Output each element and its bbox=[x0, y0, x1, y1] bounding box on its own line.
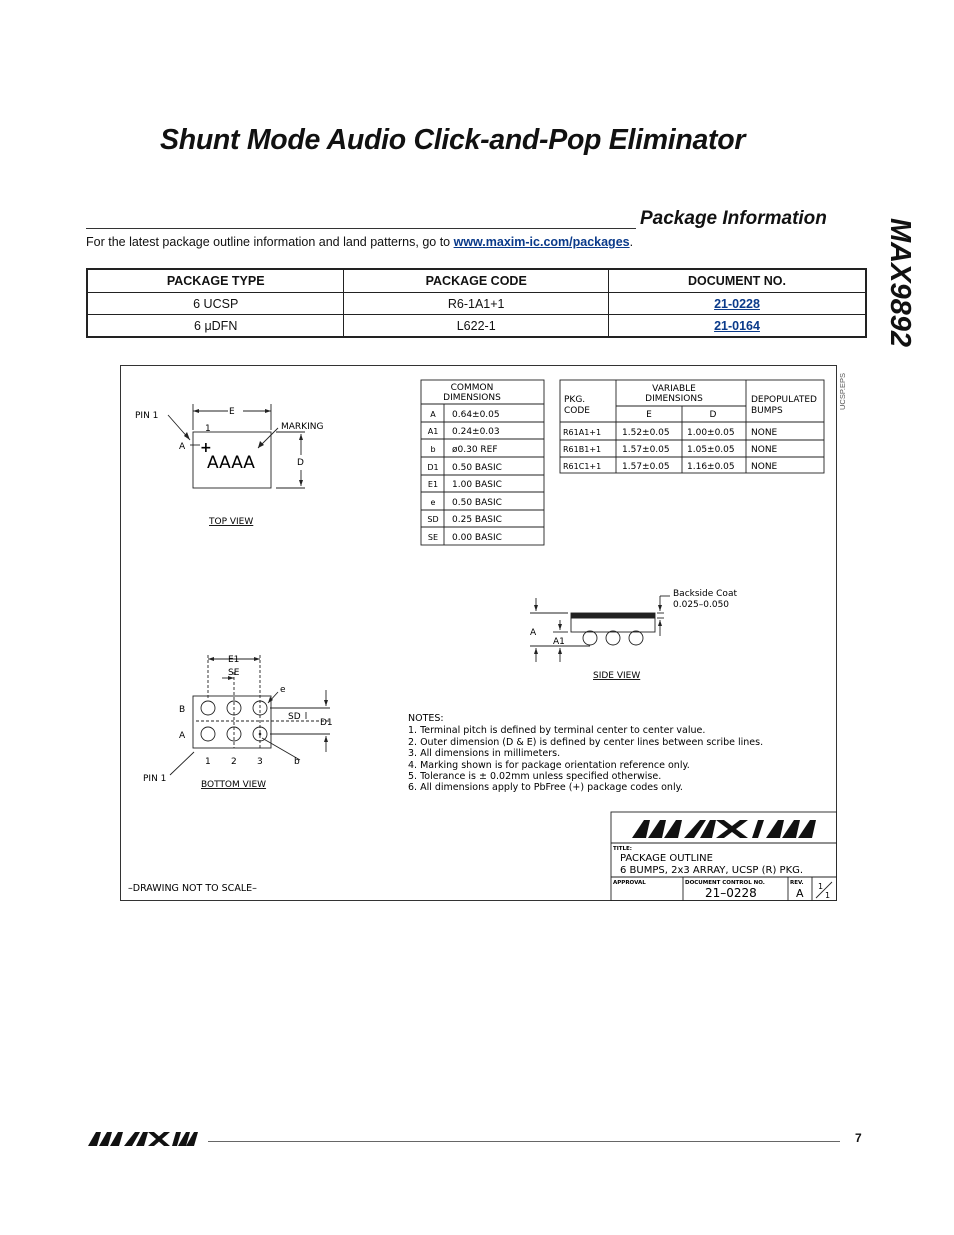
doc-control-number: 21–0228 bbox=[705, 886, 757, 900]
page-number: 7 bbox=[855, 1131, 862, 1145]
eps-label: UCSP.EPS bbox=[838, 373, 847, 410]
col-1-label: 1 bbox=[205, 757, 211, 767]
svg-text:R61B1+1: R61B1+1 bbox=[563, 445, 602, 454]
svg-text:b: b bbox=[430, 445, 436, 454]
backside-coat bbox=[571, 613, 655, 618]
bump-b1 bbox=[201, 701, 215, 715]
bottom-d1-label: D1 bbox=[320, 718, 333, 728]
svg-text:1.00±0.05: 1.00±0.05 bbox=[687, 428, 735, 438]
variable-d-header: D bbox=[709, 410, 717, 420]
document-link[interactable]: 21-0164 bbox=[714, 318, 760, 333]
rev-value: A bbox=[796, 887, 804, 900]
svg-text:NONE: NONE bbox=[751, 428, 778, 438]
svg-text:0.00 BASIC: 0.00 BASIC bbox=[452, 533, 502, 543]
col-2-label: 2 bbox=[231, 757, 237, 767]
common-dims-row bbox=[428, 480, 502, 490]
svg-text:A1: A1 bbox=[427, 427, 439, 436]
notes-heading: NOTES: bbox=[408, 713, 444, 724]
intro-text: For the latest package outline information and land patterns, go to www.maxim-ic.com/packages. bbox=[86, 235, 634, 249]
solder-bump bbox=[583, 631, 597, 645]
coat-range-label: 0.025–0.050 bbox=[673, 600, 730, 610]
backside-coat-label: Backside Coat bbox=[673, 589, 737, 599]
note-item: 3. All dimensions in millimeters. bbox=[408, 748, 561, 759]
package-type: 6 μDFN bbox=[87, 315, 344, 338]
row-a-label: A bbox=[179, 731, 186, 741]
maxim-logo bbox=[632, 820, 816, 838]
svg-text:0.50 BASIC: 0.50 BASIC bbox=[452, 498, 502, 508]
package-table bbox=[86, 268, 867, 338]
pin1-plus-marker: + bbox=[200, 440, 212, 456]
svg-text:0.24±0.03: 0.24±0.03 bbox=[452, 427, 500, 437]
bump-a1 bbox=[201, 727, 215, 741]
svg-text:1.52±0.05: 1.52±0.05 bbox=[622, 428, 670, 438]
bottom-sd-label: SD bbox=[288, 712, 301, 722]
side-a1-label: A1 bbox=[553, 637, 565, 647]
title-label: TITLE: bbox=[613, 846, 633, 852]
package-code: R6-1A1+1 bbox=[344, 293, 609, 315]
common-dims-row bbox=[428, 427, 500, 437]
not-to-scale-note: –DRAWING NOT TO SCALE– bbox=[128, 883, 257, 894]
solder-bump bbox=[629, 631, 643, 645]
depop-header: BUMPS bbox=[751, 406, 783, 416]
packages-link[interactable]: www.maxim-ic.com/packages bbox=[453, 235, 630, 249]
common-dims-header: DIMENSIONS bbox=[443, 393, 501, 403]
part-number-side: MAX9892 bbox=[884, 218, 916, 347]
note-item: 2. Outer dimension (D & E) is defined by center lines between scribe lines. bbox=[408, 737, 764, 748]
svg-text:1.16±0.05: 1.16±0.05 bbox=[687, 462, 735, 472]
variable-e-header: E bbox=[646, 410, 652, 420]
footer-maxim-logo bbox=[88, 1131, 200, 1147]
variable-dims-header: VARIABLE bbox=[652, 384, 696, 394]
svg-text:1.05±0.05: 1.05±0.05 bbox=[687, 445, 735, 455]
note-item: 6. All dimensions apply to PbFree (+) package codes only. bbox=[408, 782, 683, 793]
side-a-label: A bbox=[530, 628, 537, 638]
col-3-label: 3 bbox=[257, 757, 263, 767]
note-item: 5. Tolerance is ± 0.02mm unless specified otherwise. bbox=[408, 771, 662, 782]
svg-text:ø0.30 REF: ø0.30 REF bbox=[452, 445, 498, 455]
bottom-pin1-label: PIN 1 bbox=[143, 774, 167, 784]
svg-text:D1: D1 bbox=[427, 463, 439, 472]
pkg-code-header: PKG. bbox=[564, 395, 586, 405]
note-item: 1. Terminal pitch is defined by terminal center to center value. bbox=[408, 725, 706, 736]
svg-text:R61A1+1: R61A1+1 bbox=[563, 428, 602, 437]
section-rule bbox=[86, 228, 636, 229]
note-item: 4. Marking shown is for package orientation reference only. bbox=[408, 760, 690, 771]
svg-text:NONE: NONE bbox=[751, 462, 778, 472]
package-code: L622-1 bbox=[344, 315, 609, 338]
common-dims-row bbox=[431, 498, 502, 508]
col-header-type: PACKAGE TYPE bbox=[87, 269, 344, 293]
sheet-top: 1 bbox=[818, 882, 824, 891]
table-row bbox=[87, 293, 866, 315]
svg-text:E1: E1 bbox=[427, 480, 439, 489]
svg-text:0.25 BASIC: 0.25 BASIC bbox=[452, 515, 502, 525]
side-view-caption: SIDE VIEW bbox=[593, 671, 641, 681]
approval-label: APPROVAL bbox=[613, 880, 646, 886]
bottom-e1-label: E1 bbox=[228, 655, 240, 665]
common-dims-row bbox=[430, 445, 497, 455]
solder-bump bbox=[606, 631, 620, 645]
variable-dims-header: DIMENSIONS bbox=[645, 394, 703, 404]
top-e-label: E bbox=[229, 407, 235, 417]
pin1-label: PIN 1 bbox=[135, 411, 159, 421]
svg-text:0.50 BASIC: 0.50 BASIC bbox=[452, 463, 502, 473]
svg-text:NONE: NONE bbox=[751, 445, 778, 455]
svg-text:1.00 BASIC: 1.00 BASIC bbox=[452, 480, 502, 490]
side-view-die bbox=[571, 618, 655, 632]
svg-text:e: e bbox=[430, 498, 436, 507]
bottom-view-caption: BOTTOM VIEW bbox=[201, 780, 267, 790]
svg-text:SE: SE bbox=[427, 533, 439, 542]
drawing-svg bbox=[120, 365, 837, 901]
doc-control-label: DOCUMENT CONTROL NO. bbox=[685, 880, 765, 886]
bump-b-label: b bbox=[294, 757, 300, 767]
variable-dims-row bbox=[563, 462, 778, 472]
top-one-label: 1 bbox=[205, 424, 211, 434]
common-dims-row bbox=[430, 410, 499, 420]
document-link[interactable]: 21-0228 bbox=[714, 296, 760, 311]
col-header-code: PACKAGE CODE bbox=[344, 269, 609, 293]
depop-header: DEPOPULATED bbox=[751, 395, 817, 405]
sheet-bottom: 1 bbox=[825, 891, 831, 900]
svg-text:A: A bbox=[430, 410, 436, 419]
top-view-caption: TOP VIEW bbox=[209, 517, 254, 527]
svg-text:1.57±0.05: 1.57±0.05 bbox=[622, 462, 670, 472]
page-title: Shunt Mode Audio Click-and-Pop Eliminator bbox=[160, 124, 746, 156]
common-dims-row bbox=[427, 515, 502, 525]
section-title: Package Information bbox=[640, 208, 827, 229]
variable-dims-row bbox=[563, 445, 778, 455]
marking-text: AAAA bbox=[207, 453, 255, 473]
top-a-label: A bbox=[179, 442, 186, 452]
footer-rule bbox=[208, 1141, 840, 1142]
table-row bbox=[87, 315, 866, 338]
bottom-pitch-label: e bbox=[280, 685, 286, 695]
bottom-se-label: SE bbox=[228, 668, 240, 678]
title-line2: 6 BUMPS, 2x3 ARRAY, UCSP (R) PKG. bbox=[620, 865, 804, 876]
package-type: 6 UCSP bbox=[87, 293, 344, 315]
common-dims-header: COMMON bbox=[450, 383, 494, 393]
marking-label: MARKING bbox=[281, 422, 324, 432]
row-b-label: B bbox=[179, 705, 186, 715]
col-header-doc: DOCUMENT NO. bbox=[609, 269, 867, 293]
rev-label: REV. bbox=[790, 880, 804, 886]
variable-dims-row bbox=[563, 428, 778, 438]
top-d-label: D bbox=[297, 458, 304, 468]
svg-text:R61C1+1: R61C1+1 bbox=[563, 462, 602, 471]
common-dims-row bbox=[428, 533, 502, 543]
common-dims-row bbox=[427, 463, 502, 473]
title-line1: PACKAGE OUTLINE bbox=[620, 853, 713, 864]
svg-text:0.64±0.05: 0.64±0.05 bbox=[452, 410, 500, 420]
svg-text:1.57±0.05: 1.57±0.05 bbox=[622, 445, 670, 455]
pkg-code-header: CODE bbox=[564, 406, 590, 416]
svg-text:SD: SD bbox=[427, 515, 439, 524]
